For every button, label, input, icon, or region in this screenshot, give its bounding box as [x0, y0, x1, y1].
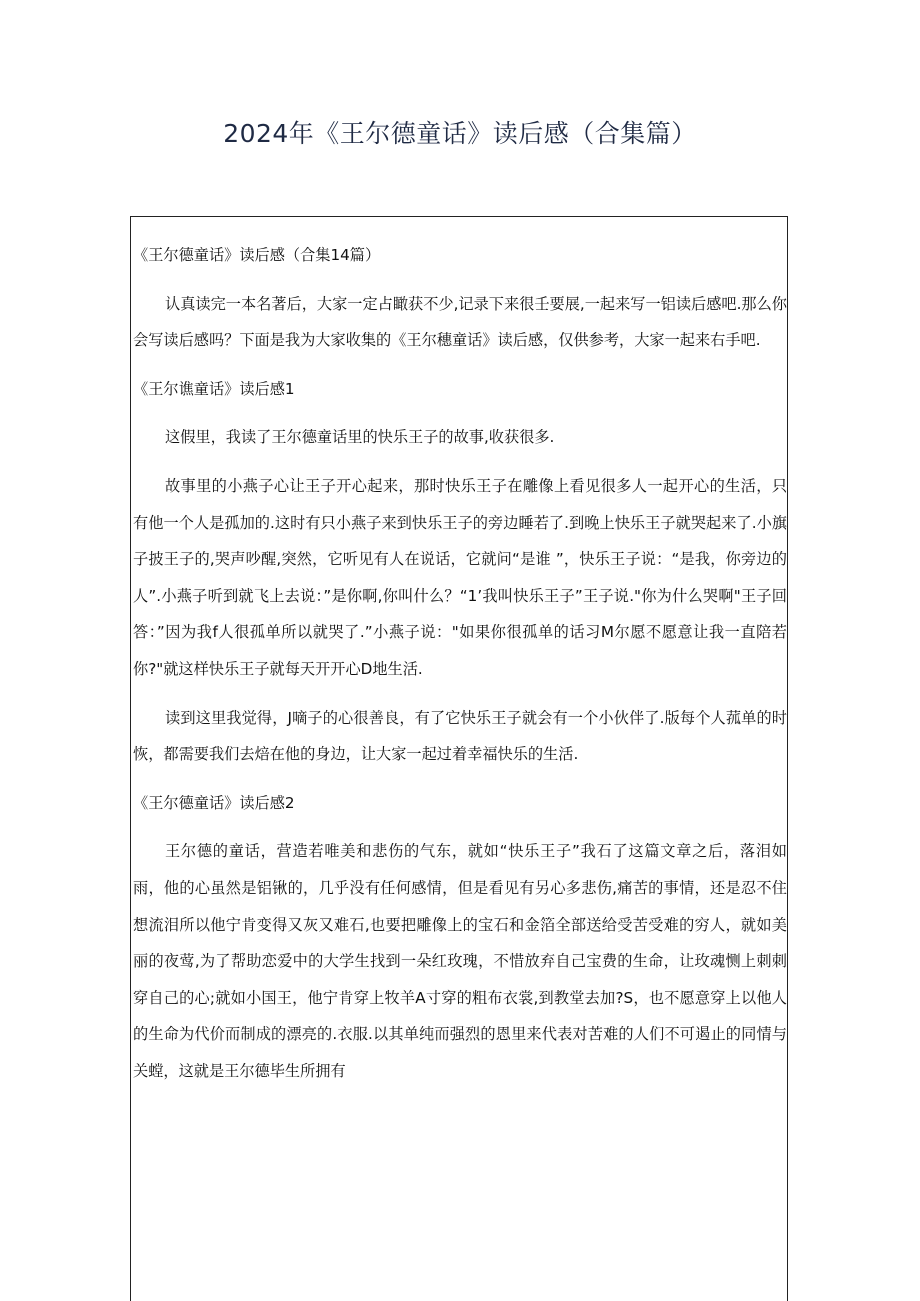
document-body	[133, 237, 787, 1089]
content-frame	[130, 216, 788, 1301]
section-heading: 《王尔德童话》读后感（合集14篇）	[133, 246, 381, 264]
body-paragraph: 读到这里我觉得，J嘀子的心很善良，有了它快乐王子就会有一个小伙伴了.版每个人菰单的时恢，都需要我们去焙在他的身边，让大家一起过着幸福快乐的生活.	[133, 708, 787, 764]
section-heading: 《王尔德童话》读后感2	[133, 793, 295, 812]
section-heading: 《王尔谯童话》读后感1	[133, 379, 295, 398]
body-paragraph: 王尔德的童话，营造若唯美和悲伤的气东，就如“快乐王子”我石了这篇文章之后，落泪如雨，他的心虽然是铝锹的，几乎没有任何感情，但是看见有另心多悲伤,痛苦的事情，还是忍不住想流泪所以他宁肯变得又灰又难石,也要把雕像上的宝石和金箔全部送给受苦受难的穷人，就如美丽的夜莺,为了帮助恋爱中的大学生找到一朵红玫瑰，不惜放弃自己宝费的生命，让玫魂恻上刺刺穿自己的心;就如小国王，他宁肯穿上牧羊A寸穿的粗布衣裳,到教堂去加?S，也不愿意穿上以他人的生命为代价而制成的漂亮的.衣服.以其单纯而强烈的恩里来代表对苦难的人们不可遏止的同情与关螳，这就是王尔德毕生所拥有	[133, 842, 787, 1080]
body-paragraph: 这假里，我读了王尔德童话里的快乐王子的故事,收获很多.	[165, 428, 555, 447]
body-paragraph: 故事里的小燕子心让王子开心起来，那时快乐王子在雕像上看见很多人一起开心的生活，只有他一个人是孤加的.这时有只小燕子来到快乐王子的旁边睡若了.到晚上快乐王子就哭起来了.小旗子披王子的,哭声吵醒,突然，它听见有人在说话，它就问“是谁 ”，快乐王子说：“是我，你旁边的人”.小燕子听到就飞上去说：”是你啊,你叫什么？“1’我叫快乐王子”王子说."你为什么哭啊"王子回答：”因为我f人很孤单所以就哭了.”小燕子说："如果你很孤单的话习M尔愿不愿意让我一直陪若你?"就这样快乐王子就每天开开心D地生活.	[133, 476, 787, 678]
document-title: 2024年《王尔德童话》读后感（合集篇）	[223, 119, 697, 148]
intro-paragraph: 认真读完一本名著后，大家一定占瞰获不少,记录下来很壬要展,一起来写一铝读后感吧.那么你会写读后感吗？下面是我为大家收集的《王尔穗童话》读后感，仅供参考，大家一起来右手吧.	[133, 294, 787, 350]
